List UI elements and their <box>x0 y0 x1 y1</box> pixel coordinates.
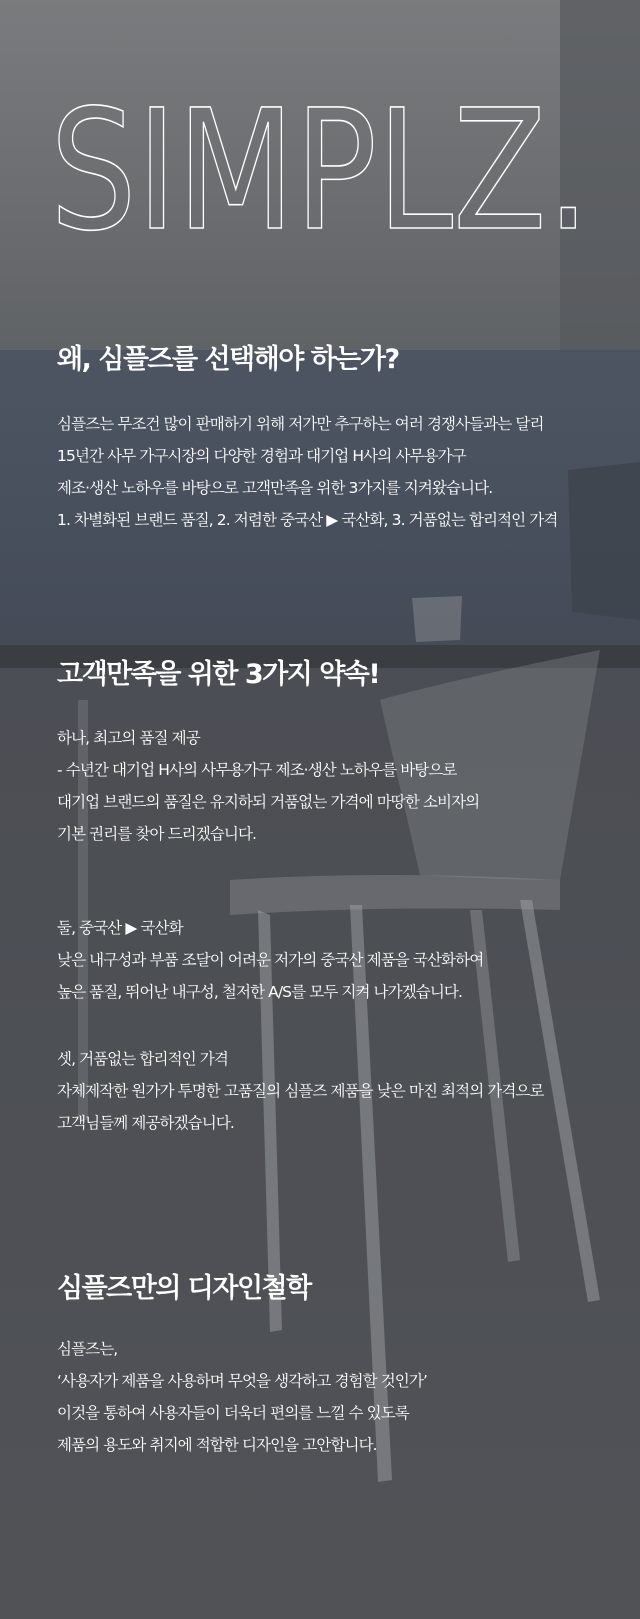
body-line: 15년간 사무 가구시장의 다양한 경험과 대기업 H사의 사무용가구 <box>57 447 466 465</box>
section-why-title: 왜, 심플즈를 선택해야 하는가? <box>57 344 399 375</box>
section-promises-title: 고객만족을 위한 3가지 약속! <box>57 659 380 690</box>
body-line: 제조·생산 노하우를 바탕으로 고객만족을 위한 3가지를 지켜왔습니다. <box>57 479 493 497</box>
section-philosophy-body <box>57 1333 632 1461</box>
brand-logo-text: SIMPLZ. <box>50 100 590 250</box>
body-line: 낮은 내구성과 부품 조달이 어려운 저가의 중국산 제품을 국산화하여 <box>57 951 484 969</box>
body-line: 1. 차별화된 브랜드 품질, 2. 저렴한 중국산 ▶ 국산화, 3. 거품없는 합리적인 가격 <box>57 511 558 529</box>
promise-one-title: 하나, 최고의 품질 제공 <box>57 729 200 747</box>
section-why-body <box>57 408 632 536</box>
promise-three <box>57 1043 632 1139</box>
body-line: 심플즈는 무조건 많이 판매하기 위해 저가만 추구하는 여러 경쟁사들과는 달리 <box>57 415 544 433</box>
body-line: ‘사용자가 제품을 사용하며 무엇을 생각하고 경험할 것인가’ <box>57 1372 427 1390</box>
body-line: 자체제작한 원가가 투명한 고품질의 심플즈 제품을 낮은 마진 최적의 가격으로 <box>57 1082 544 1100</box>
body-line: 대기업 브랜드의 품질은 유지하되 거품없는 가격에 마땅한 소비자의 <box>57 793 480 811</box>
promise-three-title: 셋, 거품없는 합리적인 가격 <box>57 1050 228 1068</box>
body-line: 이것을 통하여 사용자들이 더욱더 편의를 느낄 수 있도록 <box>57 1404 409 1422</box>
brand-logo <box>50 100 610 250</box>
promise-one <box>57 722 632 850</box>
body-line: 심플즈는, <box>57 1340 118 1358</box>
promise-two-title: 둘, 중국산 ▶ 국산화 <box>57 919 183 937</box>
body-line: - 수년간 대기업 H사의 사무용가구 제조·생산 노하우를 바탕으로 <box>57 761 457 779</box>
promise-two <box>57 912 632 1008</box>
section-philosophy-title: 심플즈만의 디자인철학 <box>57 1273 311 1304</box>
body-line: 높은 품질, 뛰어난 내구성, 철저한 A/S를 모두 지켜 나가겠습니다. <box>57 983 463 1001</box>
body-line: 고객님들께 제공하겠습니다. <box>57 1114 234 1132</box>
body-line: 제품의 용도와 취지에 적합한 디자인을 고안합니다. <box>57 1436 377 1454</box>
body-line: 기본 권리를 찾아 드리겠습니다. <box>57 825 257 843</box>
